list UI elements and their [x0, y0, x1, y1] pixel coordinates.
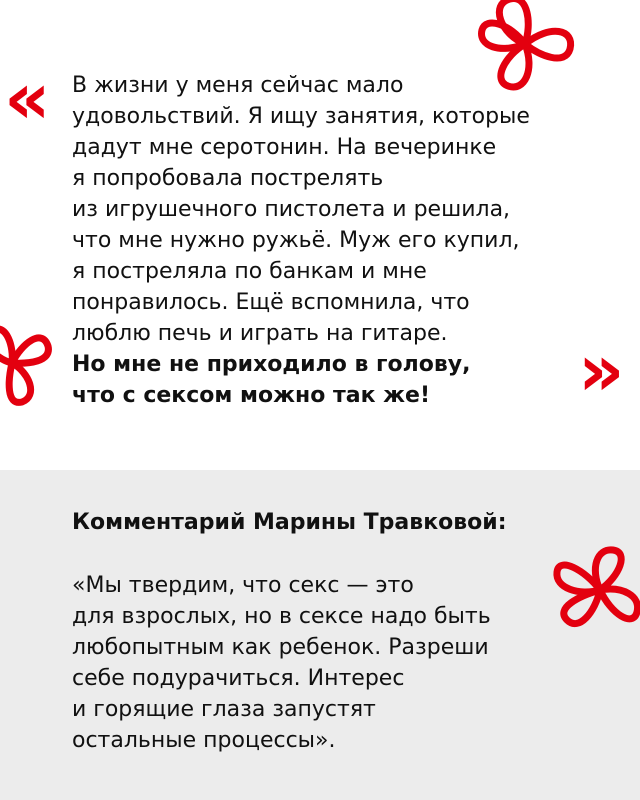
quote-line: дадут мне серотонин. На вечеринке — [72, 135, 497, 160]
comment-heading: Комментарий Марины Травковой: — [72, 510, 507, 535]
quote-line: люблю печь и играть на гитаре. — [72, 321, 448, 346]
comment-text — [72, 570, 491, 756]
quote-text — [72, 70, 592, 411]
quote-line: понравилось. Ещё вспомнила, что — [72, 290, 470, 315]
comment-line: любопытным как ребенок. Разреши — [72, 635, 489, 660]
quote-line: я попробовала пострелять — [72, 166, 384, 191]
flower-icon — [470, 0, 580, 94]
quote-line: я постреляла по банкам и мне — [72, 259, 427, 284]
quote-line: удовольствий. Я ищу занятия, которые — [72, 104, 530, 129]
comment-line: «Мы твердим, что секс — это — [72, 573, 414, 598]
quote-line: что мне нужно ружьё. Муж его купил, — [72, 228, 520, 253]
comment-line: и горящие глаза запустят — [72, 697, 376, 722]
quote-line: В жизни у меня сейчас мало — [72, 73, 404, 98]
quote-bold-line: что с сексом можно так же! — [72, 383, 431, 408]
comment-line: себе подурачиться. Интерес — [72, 666, 405, 691]
quote-bold-line: Но мне не приходило в голову, — [72, 352, 471, 377]
quote-open-icon: « — [4, 56, 51, 140]
quote-close-icon: » — [578, 328, 625, 412]
comment-line: для взрослых, но в сексе надо быть — [72, 604, 491, 629]
comment-line: остальные процессы». — [72, 728, 336, 753]
quote-line: из игрушечного пистолета и решила, — [72, 197, 511, 222]
flower-icon — [545, 540, 640, 640]
flower-icon — [0, 318, 52, 408]
